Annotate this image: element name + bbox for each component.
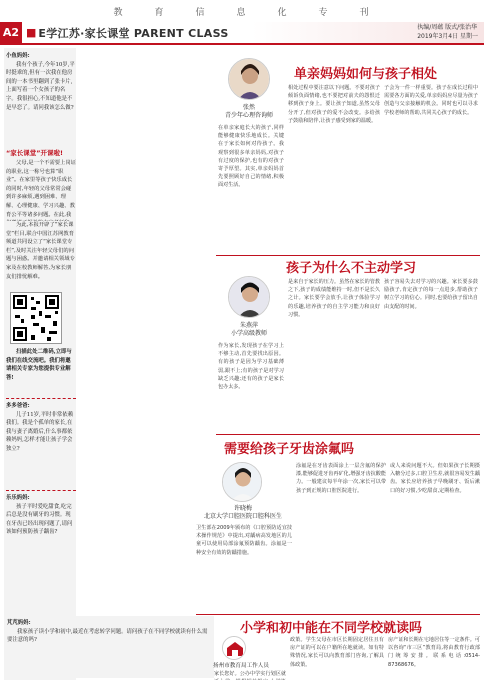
article-headline: 小学和初中能在不同学校就读吗 xyxy=(240,621,423,636)
building-icon xyxy=(223,637,246,660)
expert-role: 北京大学口腔医院口腔科医生 xyxy=(203,513,282,520)
section-divider xyxy=(196,614,480,615)
article-text: 是来自于家长的压力。虽然在家长的管教之下,孩子的成绩能维持一时,但不是长久之计。家长要学会放手,让孩子体验学习的乐趣,培养孩子的自主学习能力和良好习惯。 xyxy=(288,279,380,318)
masthead-char: 刊 xyxy=(359,7,371,18)
article-headline: 需要给孩子牙齿涂氟吗 xyxy=(224,442,355,457)
edition-meta xyxy=(417,23,478,41)
masthead-char: 息 xyxy=(236,7,248,18)
expert-avatar xyxy=(228,58,270,100)
masthead-char: 育 xyxy=(154,7,166,18)
agency-logo xyxy=(222,636,246,660)
portrait-icon xyxy=(223,463,262,502)
expert-avatar xyxy=(228,276,270,318)
article-text: 房产证和长期在宅地居住等一定条件。可以咨询“市三区”教育局,将由教育行政部门统筹安排。联系电话:0514-87368676。 xyxy=(388,637,480,668)
page-title: E学江苏·家长课堂 PARENT CLASS xyxy=(38,26,229,40)
article-text: 卫生部在2009年颁布的《口腔预防适宜技术操作规范》中提出,对龋病高发地区的儿童可以使用局部涂氟预防龋齿。涂氟是一种安全有效的防龋措施。 xyxy=(196,525,292,556)
question-text: 孩子平时爱吃甜食,吃完后总是没有刷牙的习惯。现在牙齿已经出现问题了,请问该如何预防孩子龋齿? xyxy=(6,503,73,536)
article-text: 或人来说问题不大。但如果孩子长期摄入糖分过多,口腔卫生差,就很容易发生龋齿。家长应培养孩子早晚刷牙、饭后漱口的好习惯,少吃甜食,定期检查。 xyxy=(390,463,480,494)
article-text: 政策。学生父母在市区长期固定居住且有房产证的可以在户籍所在地就读。如有特殊情况,家长可以向教育部门咨询,了解具体政策。 xyxy=(290,637,384,668)
expert-name: 朱燕萍 xyxy=(239,322,258,329)
section-divider xyxy=(216,255,480,256)
question-2 xyxy=(6,398,76,475)
qr-code[interactable] xyxy=(10,292,62,344)
question-text: 我家孩子读小学和初中,最近在考虑转学问题。请问孩子在不同学校就读有什么需要注意的吗? xyxy=(7,628,208,644)
article-headline: 单亲妈妈如何与孩子相处 xyxy=(294,67,438,82)
expert-name: 张然 xyxy=(242,104,255,111)
date-line: 2019年3月4日 星期一 xyxy=(417,33,478,40)
asker-name: 乐乐妈妈: xyxy=(6,495,30,501)
separator-icon: ■ xyxy=(26,26,37,39)
qr-caption: 扫描此处二维码,立即与我们在线交流吧。我们将邀请相关专家为您提供专业解答! xyxy=(6,349,72,381)
question-4 xyxy=(4,616,214,678)
expert-role: 扬州市教育局工作人员 xyxy=(213,663,269,669)
promo-text: 父母,是一个不需要上岗证的职业,这一称号也算“职业”。在家里等孩子快乐成长的同时,年轻的父母常常会碰到许多麻烦,遇到困难、理解、心理健康、学习兴趣、教育公平等诸多问题。在此,我 xyxy=(6,160,76,218)
portrait-icon xyxy=(229,59,270,100)
question-3 xyxy=(6,490,76,583)
page-header xyxy=(0,22,484,43)
qr-icon xyxy=(11,293,61,343)
masthead-char: 化 xyxy=(277,7,289,18)
promo-text-2: 为此,本报开辟了“家长课堂”栏目,联合中国江苏网教育频道共同设立了“家长课堂专栏”,及时关注年轻父母们的问题与困惑。并邀请相关领域专家及在校教师解答,为家长朋友们排忧解难。 xyxy=(6,222,75,280)
asker-name: 芃芃妈妈: xyxy=(7,620,31,626)
portrait-icon xyxy=(229,277,270,318)
article-headline: 孩子为什么不主动学习 xyxy=(286,261,417,276)
asker-name: 多多爸爸: xyxy=(6,403,30,409)
article-text: 家长您好。公办中学实行划区就 xyxy=(214,671,286,677)
masthead-char: 信 xyxy=(195,7,207,18)
article-text: 涂氟是在牙齿表面涂上一层含氟的保护漆,能够促进牙齿再矿化,增强牙齿抗酸能力。一般建议每半年涂一次,家长可以带孩子到正规的口腔医院进行。 xyxy=(296,463,386,494)
section-divider xyxy=(216,434,480,435)
masthead-char: 教 xyxy=(113,7,125,18)
question-1 xyxy=(6,52,76,147)
page-number: A2 xyxy=(0,22,22,43)
article-text: 在单亲家庭长大的孩子,同样能够健康快乐地成长。关键在于家长如何对待孩子。我观察到很多单亲妈妈,对孩子有过度的保护,也有的对孩子寄予厚望。其实,单亲妈妈首先要照顾好自己的情绪,积极面对生活。 xyxy=(218,125,284,189)
masthead xyxy=(0,0,484,22)
expert-name: 许晓梅 xyxy=(233,505,252,512)
header-rule xyxy=(0,43,484,45)
promo-title: “家长课堂”开课啦! xyxy=(6,149,64,157)
expert-role: 小学高级教师 xyxy=(230,330,267,337)
promo-box xyxy=(6,148,76,289)
question-text: 我有个孩子,今年10岁,平时挺乖的,但有一次我在他房间的一本书里翻到了张卡片,上面写着一个女孩子的名字。我很担心,不知道他是不是早恋了。请问我该怎么做? xyxy=(6,61,75,111)
article-text: 孩子容易失去对学习的兴趣。家长要多鼓励孩子,肯定孩子的每一点进步,帮助孩子树立学习的信心。同时,也要给孩子留出自由支配的时间。 xyxy=(384,279,478,310)
article-text: 相处过程中要注意以下问题。不要对孩子倾诉负面情绪,也不要把对前夫的怨恨迁移到孩子身上。要让孩子知道,虽然父母分开了,但对孩子的爱不会改变。多给孩子鼓励和陪伴,让孩子感受到家的温暖。 xyxy=(288,85,380,124)
article-text: 作为家长,发现孩子在学习上不够主动,首先要找出原因。有的孩子是因为学习基础薄弱,跟不上;有的孩子是对学习缺乏兴趣;还有的孩子是家长包办太多。 xyxy=(218,343,284,391)
article-text: 子会为一件一样重要。孩子在成长过程中需要各方面的关爱,单亲妈妈应尽量为孩子创造与父亲接触的机会。同时也可以寻求学校老师的帮助,共同关心孩子的成长。 xyxy=(384,85,478,116)
question-text: 儿子11岁,平时非常依赖我们。我是个孤单的家长,在我与妻子离婚后,什么事都依赖妈妈,怎样才能让孩子学会独立? xyxy=(6,411,74,452)
editor-line: 执编/周蕴 版式/张治华 xyxy=(417,24,478,31)
expert-role: 青少年心理咨询师 xyxy=(224,112,273,119)
expert-avatar xyxy=(222,462,262,502)
asker-name: 小鱼妈妈: xyxy=(6,53,30,59)
masthead-char: 专 xyxy=(318,7,330,18)
